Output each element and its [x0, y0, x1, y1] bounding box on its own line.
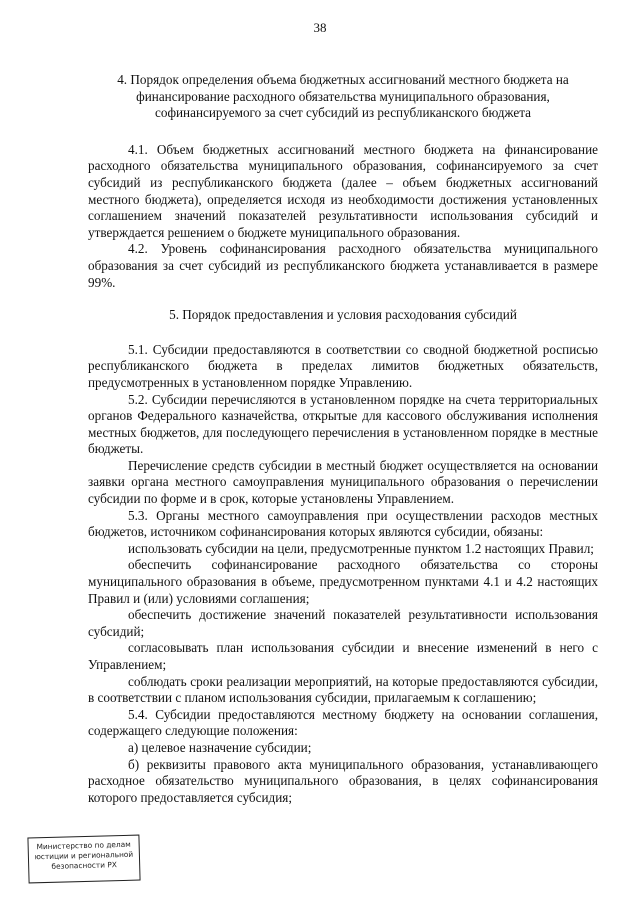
paragraph-5-4: 5.4. Субсидии предоставляются местному бюджету на основании соглашения, содержащего следующие положения:: [88, 706, 598, 739]
stamp-line: юстиции и региональной: [34, 849, 134, 862]
agreement-item-a: а) целевое назначение субсидии;: [128, 739, 312, 755]
paragraph-5-2-transfer: Перечисление средств субсидии в местный бюджет осуществляется на основании заявки органа местного самоуправления муниципального образования о перечислении субсидии по форме и в срок, которые установлены Управлением.: [88, 457, 598, 507]
obligation-item: обеспечить достижение значений показателей результативности использования субсидий;: [88, 607, 598, 639]
obligation-item: использовать субсидии на цели, предусмотренные пунктом 1.2 настоящих Правил;: [128, 540, 594, 556]
agreement-item-b: б) реквизиты правового акта муниципального образования, устанавливающего расходное обязательство муниципального образования, в целях софинансирования которого предоставляется субсидия;: [88, 756, 598, 805]
document-body: [88, 72, 598, 806]
paragraph-5-3: 5.3. Органы местного самоуправления при осуществлении расходов местных бюджетов, источником софинансирования которых являются субсидии, обязаны:: [88, 507, 598, 540]
paragraph-4-2: 4.2. Уровень софинансирования расходного обязательства муниципального образования за счет субсидий из республиканского бюджета устанавливается в размере 99%.: [88, 241, 598, 290]
stamp-line: безопасности РХ: [51, 860, 117, 871]
section-4-heading: 4. Порядок определения объема бюджетных ассигнований местного бюджета на финансирование расходного обязательства муниципального образования, софинансируемого за счет субсидий из республиканского бюджета: [117, 72, 569, 121]
paragraph-5-2: 5.2. Субсидии перечисляются в установленном порядке на счета территориальных органов Федерального казначейства, открытые для кассового обслуживания исполнения местных бюджетов, для последующего перечисления в установленном порядке в местные бюджеты.: [88, 391, 598, 457]
obligation-item: соблюдать сроки реализации мероприятий, на которые предоставляются субсидии, в соответствии с планом использования субсидии, прилагаемым к соглашению;: [88, 673, 598, 706]
section-5-heading: 5. Порядок предоставления и условия расходования субсидий: [169, 307, 517, 323]
stamp-line: Министерство по делам: [36, 839, 131, 852]
obligation-item: согласовывать план использования субсидии и внесение изменений в него с Управлением;: [88, 640, 598, 672]
page-number: 38: [313, 20, 327, 35]
obligation-item: обеспечить софинансирование расходного обязательства со стороны муниципального образования в объеме, предусмотренном пунктами 4.1 и 4.2 настоящих Правил и (или) условиями соглашения;: [88, 557, 598, 606]
paragraph-4-1: 4.1. Объем бюджетных ассигнований местного бюджета на финансирование расходного обязательства муниципального образования, софинансируемого за счет субсидий из республиканского бюджета (далее – объем бюджетных ассигнований местного бюджета), определяется исходя из необходимости достижения установленных соглашением значений показателей результативности использования субсидий и утверждается решением о бюджете муниципального образования.: [88, 141, 598, 240]
registration-stamp: [27, 835, 140, 884]
paragraph-5-1: 5.1. Субсидии предоставляются в соответствии со сводной бюджетной росписью республиканского бюджета в пределах лимитов бюджетных обязательств, предусмотренных в установленном порядке Управлению.: [88, 341, 598, 390]
